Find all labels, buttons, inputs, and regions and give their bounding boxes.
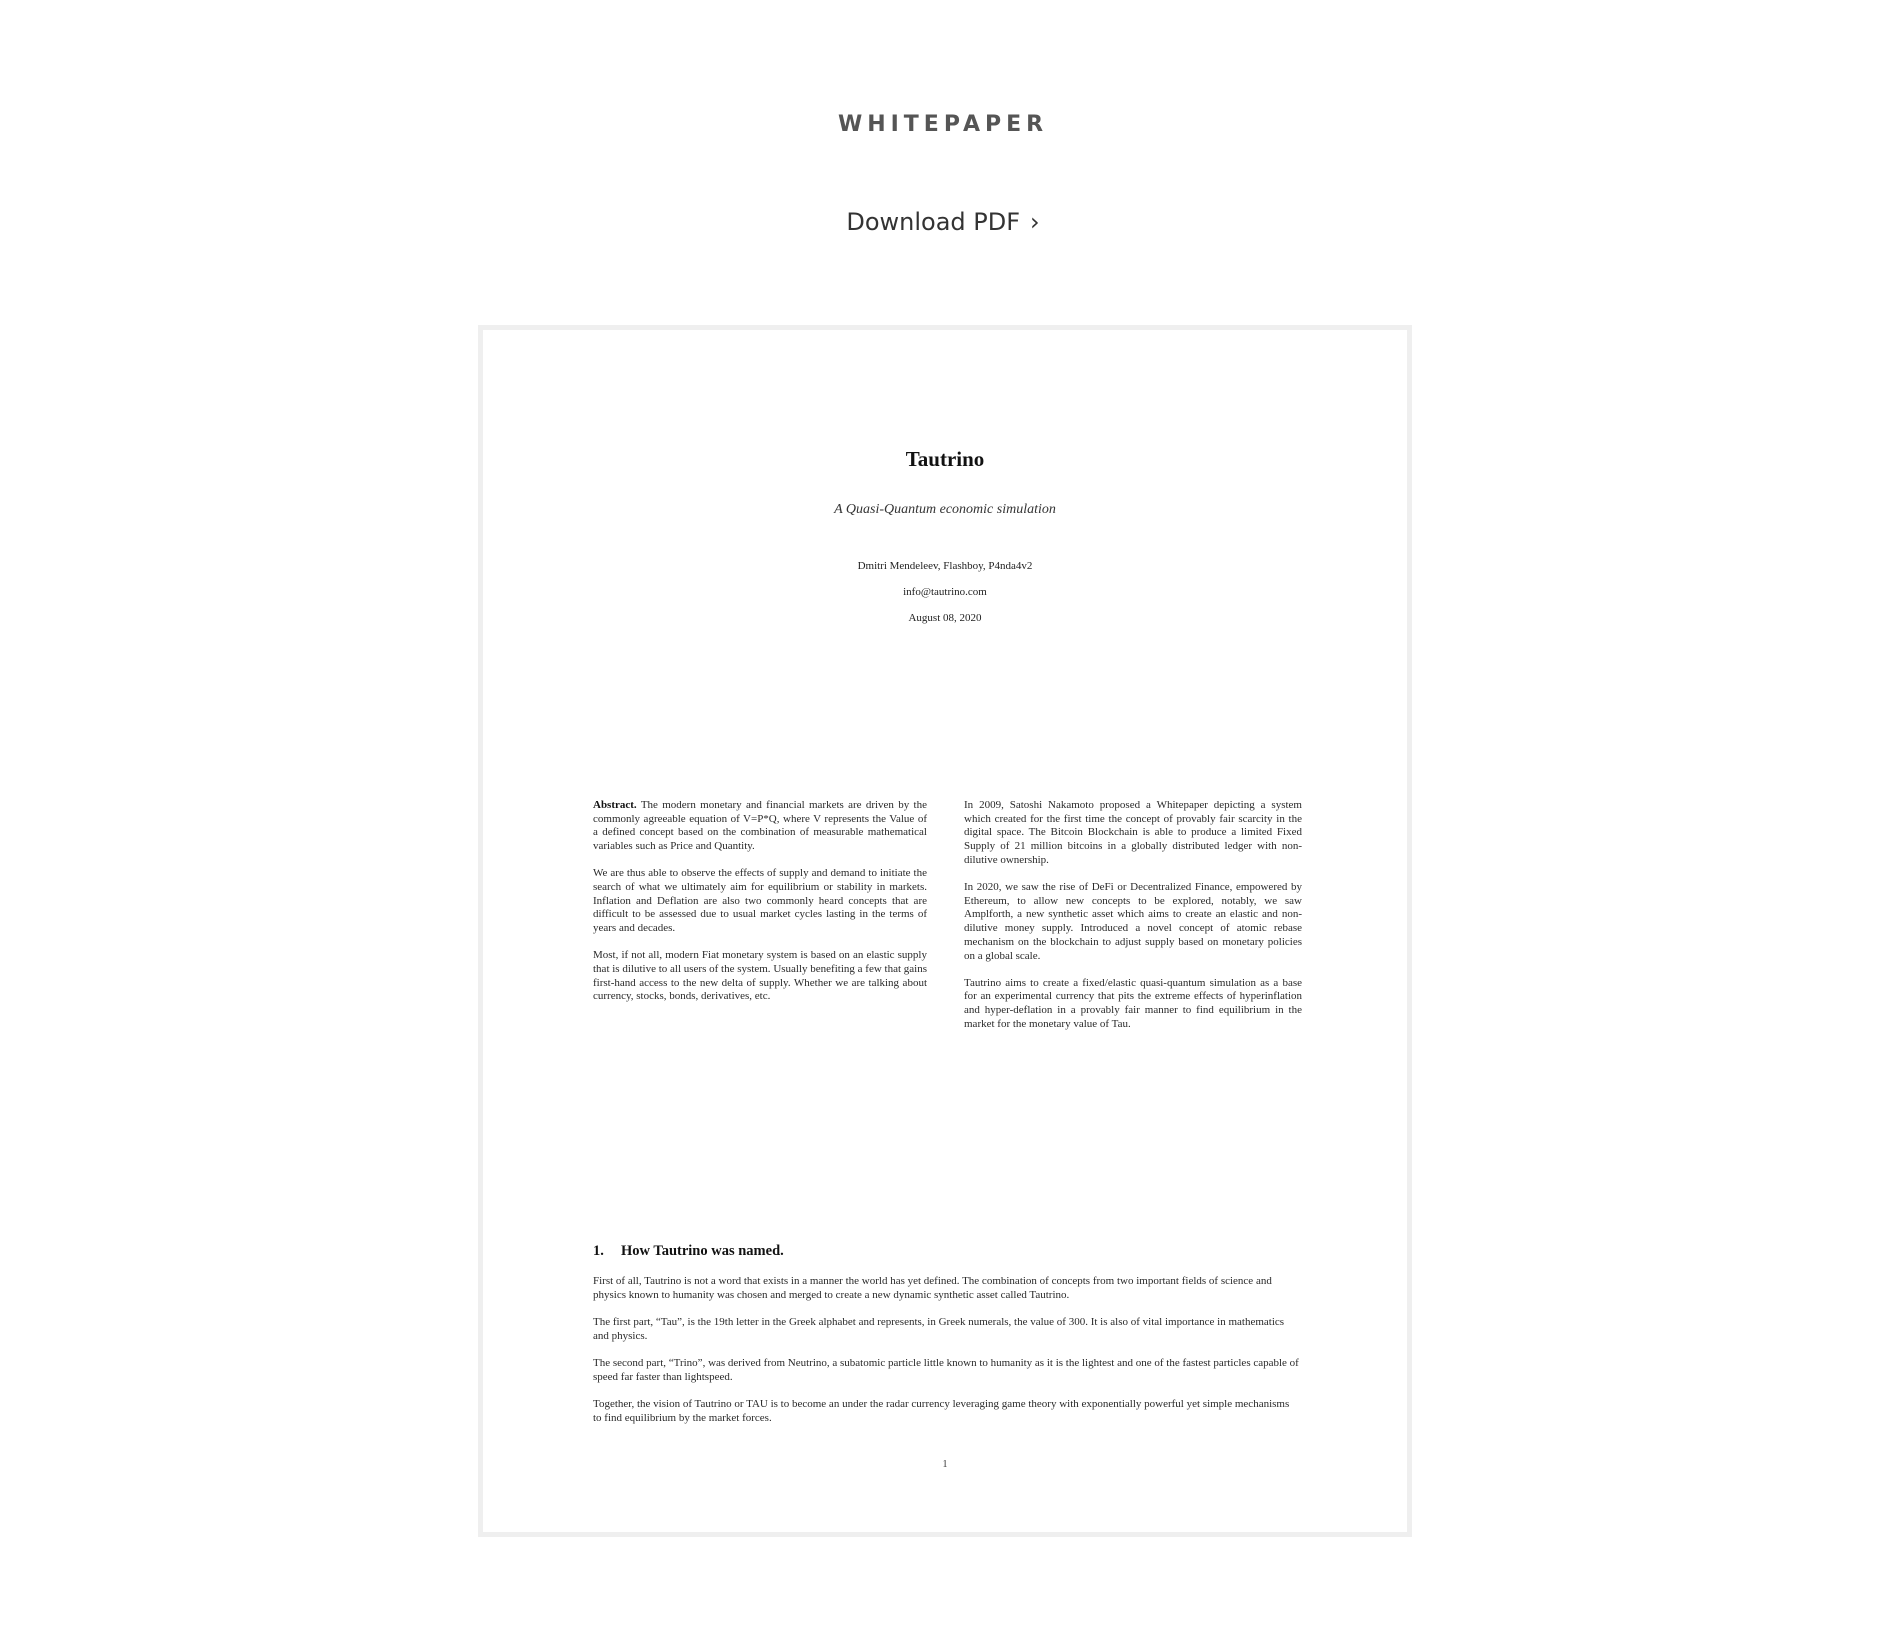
document-date: August 08, 2020	[908, 612, 982, 624]
abstract-paragraph	[593, 799, 927, 854]
abstract-right-column	[964, 799, 1302, 1045]
download-pdf-link[interactable]	[0, 208, 1886, 236]
section-heading	[593, 1243, 784, 1260]
section-paragraph: The second part, “Trino”, was derived from Neutrino, a subatomic particle little known to humanity as it is the lightest and one of the fastest particles capable of speed far faster than lightspeed.	[593, 1357, 1299, 1383]
abstract-lead: Abstract.	[593, 799, 637, 811]
document-authors: Dmitri Mendeleev, Flashboy, P4nda4v2	[857, 560, 1033, 572]
section-paragraph: First of all, Tautrino is not a word that exists in a manner the world has yet defined. The combination of concepts from two important fields of science and physics known to humanity was chosen and merged to create a new dynamic synthetic asset called Tautrino.	[593, 1275, 1272, 1301]
document-preview-frame	[478, 325, 1412, 1537]
section-paragraph: The first part, “Tau”, is the 19th letter in the Greek alphabet and represents, in Greek numerals, the value of 300. It is also of vital importance in mathematics and physics.	[593, 1316, 1285, 1342]
document-title: Tautrino	[905, 447, 985, 471]
document-page	[488, 335, 1402, 1527]
page-number: 1	[942, 1459, 948, 1470]
section-number: 1.	[593, 1243, 604, 1259]
document-email: info@tautrino.com	[903, 586, 987, 598]
abstract-paragraph-text: The modern monetary and financial markets are driven by the commonly agreeable equation of V=P*Q, where V represents the Value of a defined concept based on the combination of measurable mathematical variables such as Price and Quantity.	[593, 799, 927, 853]
section-paragraph: Together, the vision of Tautrino or TAU is to become an under the radar currency leveraging game theory with exponentially powerful yet simple mechanisms to find equilibrium by the market forces.	[593, 1398, 1290, 1424]
abstract-paragraph: In 2020, we saw the rise of DeFi or Decentralized Finance, empowered by Ethereum, to allow new concepts to be explored, notably, we saw Amplforth, a new synthetic asset which aims to create an elastic and non-dilutive money supply. Introduced a novel concept of atomic rebase mechanism on the blockchain to adjust supply based on monetary policies on a global scale.	[964, 881, 1302, 962]
abstract-paragraph: We are thus able to observe the effects of supply and demand to initiate the search of what we ultimately aim for equilibrium or stability in markets. Inflation and Deflation are also two commonly heard concepts that are difficult to be assessed due to usual market cycles lasting in the terms of years and decades.	[593, 867, 927, 935]
abstract-paragraph: Most, if not all, modern Fiat monetary system is based on an elastic supply that is dilutive to all users of the system. Usually benefiting a few that gains first-hand access to the new delta of supply. Whether we are talking about currency, stocks, bonds, derivatives, etc.	[593, 949, 927, 1003]
chevron-right-icon: ›	[1030, 208, 1040, 236]
abstract-paragraph: In 2009, Satoshi Nakamoto proposed a Whitepaper depicting a system which created for the first time the concept of provably fair scarcity in the digital space. The Bitcoin Blockchain is able to produce a limited Fixed Supply of 21 million bitcoins in a globally distributed ledger with non-dilutive ownership.	[964, 799, 1302, 866]
abstract-left-column	[593, 799, 927, 1018]
section-title: How Tautrino was named.	[621, 1243, 784, 1259]
page-title: WHITEPAPER	[837, 112, 1049, 137]
download-pdf-label: Download PDF	[846, 208, 1021, 236]
abstract-paragraph: Tautrino aims to create a fixed/elastic quasi-quantum simulation as a base for an experimental currency that pits the extreme effects of hyperinflation and hyper-deflation in a provably fair manner to find equilibrium in the market for the monetary value of Tau.	[964, 976, 1302, 1030]
section-body	[593, 1275, 1299, 1439]
document-subtitle: A Quasi-Quantum economic simulation	[834, 502, 1056, 517]
